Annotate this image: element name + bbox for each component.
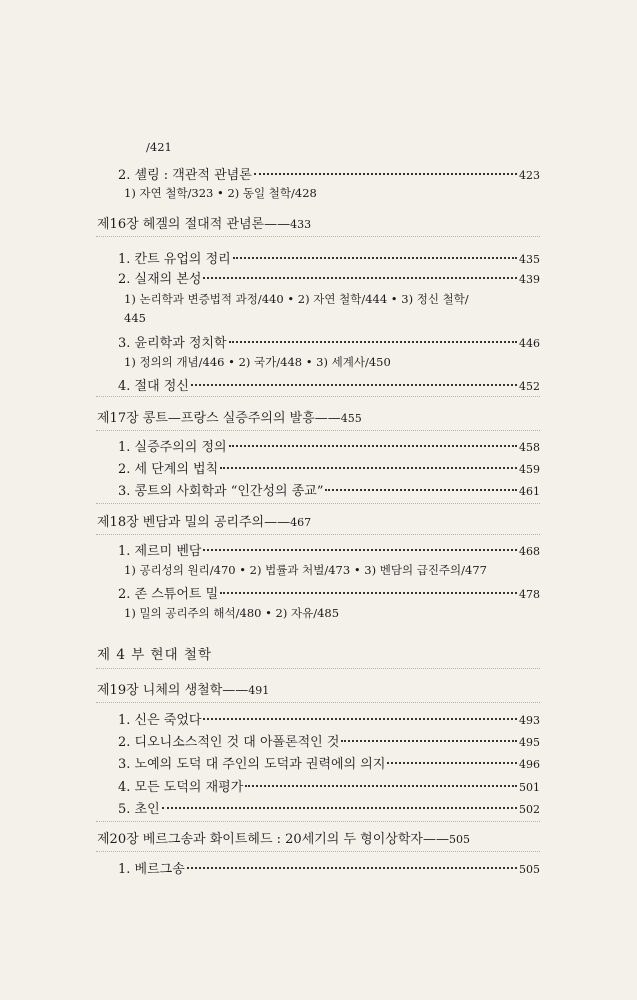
section-title: 2. 실재의 본성 xyxy=(118,272,202,287)
page-number: 478 xyxy=(519,588,540,601)
leader-dots xyxy=(325,488,517,491)
leader-dots xyxy=(254,172,517,175)
page-number: 495 xyxy=(519,736,540,749)
chapter-title: 제18장 벤담과 밀의 공리주의 xyxy=(97,515,265,530)
divider xyxy=(96,396,540,397)
leader-dots xyxy=(203,276,517,279)
leader-dots xyxy=(220,466,517,469)
chapter-dash: —— xyxy=(422,832,449,847)
toc-section-dionysian[interactable] xyxy=(118,731,540,750)
page-number: 468 xyxy=(519,545,540,558)
chapter-dash: —— xyxy=(264,515,291,530)
leader-dots xyxy=(162,806,517,809)
divider xyxy=(96,702,540,703)
chapter-dash: —— xyxy=(222,683,249,698)
leader-dots xyxy=(187,866,517,869)
section-title: 4. 모든 도덕의 재평가 xyxy=(118,780,244,795)
toc-section-slave-master[interactable] xyxy=(118,753,540,772)
page-number: 458 xyxy=(519,441,540,454)
section-title: 3. 노예의 도덕 대 주인의 도덕과 권력에의 의지 xyxy=(118,757,386,772)
section-title: 1. 칸트 유업의 정리 xyxy=(118,252,231,267)
leader-dots xyxy=(191,383,517,386)
chapter-title: 제17장 콩트—프랑스 실증주의의 발흥 xyxy=(97,411,315,426)
subitem-schelling: 1) 자연 철학/323 • 2) 동일 철학/428 xyxy=(124,186,317,200)
toc-section-kant[interactable] xyxy=(118,248,540,267)
subitem-reality-2: 445 xyxy=(124,311,146,325)
toc-section-positivism[interactable] xyxy=(118,436,540,455)
toc-section-revaluation[interactable] xyxy=(118,776,540,795)
toc-section-ethics[interactable] xyxy=(118,332,540,351)
page-number: 496 xyxy=(519,758,540,771)
toc-section-bentham[interactable] xyxy=(118,540,540,559)
page-number: 501 xyxy=(519,781,540,794)
toc-section-schelling[interactable] xyxy=(118,164,540,183)
toc-section-reality[interactable] xyxy=(118,268,540,287)
leader-dots xyxy=(203,717,517,720)
section-title: 1. 제르미 벤담 xyxy=(118,544,202,559)
section-title: 2. 세 단계의 법칙 xyxy=(118,462,219,477)
section-title: 1. 베르그송 xyxy=(118,862,185,877)
chapter-16-heading[interactable] xyxy=(97,213,311,232)
leader-dots xyxy=(233,256,517,259)
chapter-19-heading[interactable] xyxy=(97,679,269,698)
toc-section-three-stages[interactable] xyxy=(118,458,540,477)
chapter-17-heading[interactable] xyxy=(97,407,362,426)
divider xyxy=(96,430,540,431)
toc-section-comte-sociology[interactable] xyxy=(118,480,540,499)
chapter-dash: —— xyxy=(314,411,341,426)
page-number: 502 xyxy=(519,803,540,816)
page-number: 435 xyxy=(519,253,540,266)
toc-section-mill[interactable] xyxy=(118,583,540,602)
leader-dots xyxy=(387,761,517,764)
chapter-title: 제20장 베르그송과 화이트헤드 : 20세기의 두 형이상학자 xyxy=(97,832,423,847)
chapter-dash: —— xyxy=(264,217,291,232)
page-number: 446 xyxy=(519,337,540,350)
section-title: 3. 윤리학과 정치학 xyxy=(118,336,227,351)
chapter-page: 467 xyxy=(290,516,312,529)
toc-section-absolute-spirit[interactable] xyxy=(118,375,540,394)
subitem-bentham: 1) 공리성의 원리/470 • 2) 법률과 처벌/473 • 3) 벤담의 급진주의/477 xyxy=(124,563,487,577)
subitem-reality-1: 1) 논리학과 변증법적 과정/440 • 2) 자연 철학/444 • 3) 정신 철학/ xyxy=(124,292,469,306)
chapter-title: 제16장 헤겔의 절대적 관념론 xyxy=(97,217,265,232)
toc-section-god-dead[interactable] xyxy=(118,709,540,728)
section-title: 1. 실증주의의 정의 xyxy=(118,440,227,455)
chapter-18-heading[interactable] xyxy=(97,511,311,530)
section-title: 4. 절대 정신 xyxy=(118,379,189,394)
page-number: 505 xyxy=(519,863,540,876)
page-number: 459 xyxy=(519,463,540,476)
divider xyxy=(96,503,540,504)
section-title: 1. 신은 죽었다 xyxy=(118,713,202,728)
subitem-mill: 1) 밀의 공리주의 해석/480 • 2) 자유/485 xyxy=(124,606,340,620)
divider xyxy=(96,236,540,237)
toc-section-bergson[interactable] xyxy=(118,858,540,877)
section-title: 2. 디오니소스적인 것 대 아폴론적인 것 xyxy=(118,735,340,750)
divider xyxy=(96,534,540,535)
page-number: 461 xyxy=(519,485,540,498)
leader-dots xyxy=(229,444,517,447)
part-4-heading[interactable]: 제 4 부 현대 철학 xyxy=(97,647,212,663)
toc-section-overman[interactable] xyxy=(118,798,540,817)
leader-dots xyxy=(203,548,517,551)
page-number: 452 xyxy=(519,380,540,393)
chapter-page: 491 xyxy=(248,684,270,697)
divider xyxy=(96,821,540,822)
page-number: 493 xyxy=(519,714,540,727)
divider xyxy=(96,668,540,669)
subitem-ethics: 1) 정의의 개념/446 • 2) 국가/448 • 3) 세계사/450 xyxy=(124,355,391,369)
chapter-page: 505 xyxy=(448,833,470,846)
leader-dots xyxy=(220,591,517,594)
chapter-page: 455 xyxy=(340,412,362,425)
page-number: 423 xyxy=(519,169,540,182)
chapter-page: 433 xyxy=(290,218,312,231)
chapter-20-heading[interactable] xyxy=(97,828,470,847)
top-page-ref: /421 xyxy=(146,140,172,154)
leader-dots xyxy=(229,340,517,343)
section-title: 2. 존 스튜어트 밀 xyxy=(118,587,219,602)
section-title: 2. 셸링 : 객관적 관념론 xyxy=(118,168,252,183)
page-number: 439 xyxy=(519,273,540,286)
chapter-title: 제19장 니체의 생철학 xyxy=(97,683,223,698)
leader-dots xyxy=(245,784,517,787)
leader-dots xyxy=(341,739,517,742)
section-title: 5. 초인 xyxy=(118,802,160,817)
section-title: 3. 콩트의 사회학과 “인간성의 종교” xyxy=(118,484,324,499)
divider xyxy=(96,851,540,852)
